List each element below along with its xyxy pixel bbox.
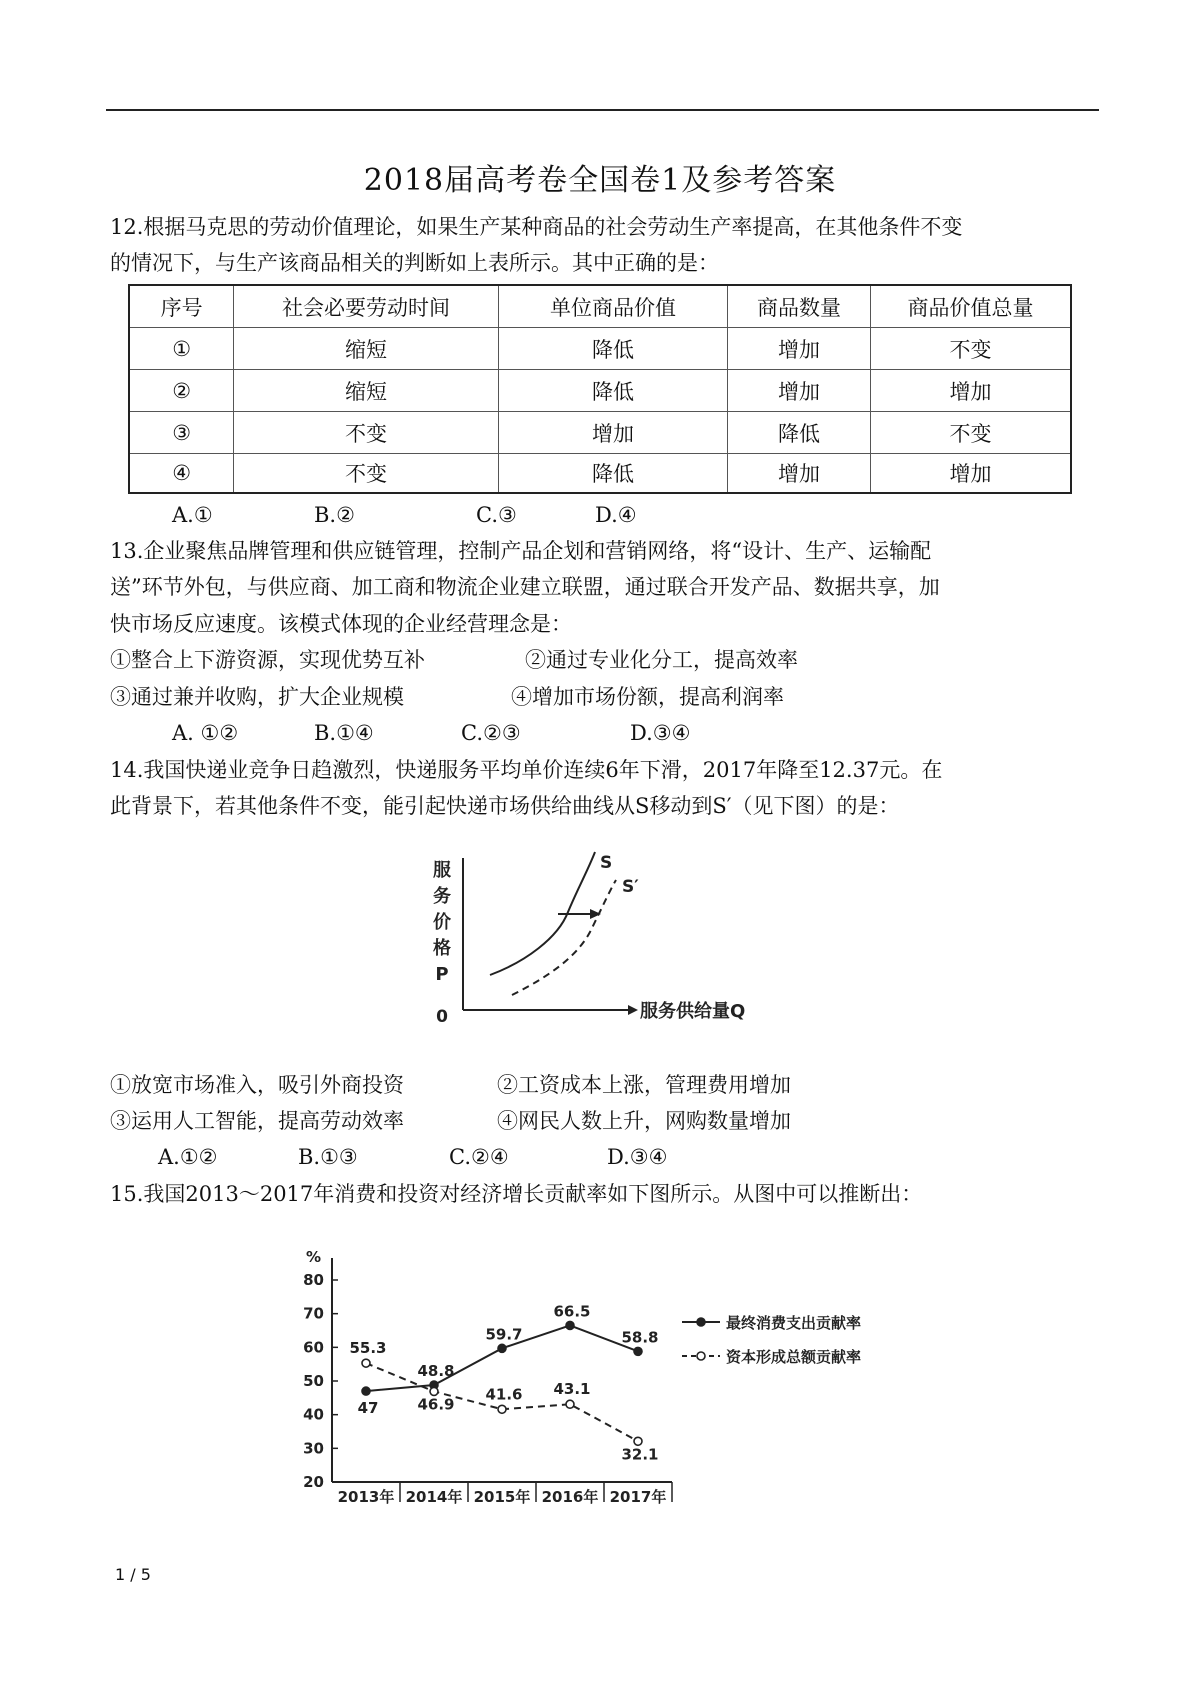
q14-item-3: ③运用人工智能，提高劳动效率 [110,1109,404,1133]
table-header-cell: 商品价值总量 [870,285,1071,328]
q15-stem: 15.我国2013～2017年消费和投资对经济增长贡献率如下图所示。从图中可以推断出： [110,1182,923,1206]
table-row [129,454,1071,494]
origin-label: 0 [436,1007,448,1027]
x-axis-arrow [628,1005,638,1015]
x-tick-label: 2017年 [609,1488,667,1506]
table-cell: 不变 [234,412,498,454]
table-cell: 不变 [234,454,498,494]
x-tick-label: 2015年 [473,1488,531,1506]
option-d: D.④ [595,503,637,527]
y-tick-label: 80 [303,1271,324,1289]
data-label: 32.1 [621,1445,659,1464]
legend-marker [697,1352,705,1360]
table-cell: 增加 [870,454,1071,494]
table-header-cell: 社会必要劳动时间 [234,285,498,328]
q14-item-2: ②工资成本上涨，管理费用增加 [497,1073,791,1097]
table-cell: 降低 [498,454,728,494]
supply-curve-s-prime [512,880,616,995]
legend-label: 资本形成总额贡献率 [726,1348,862,1366]
option-a: A.① [172,503,213,527]
table-cell: 不变 [870,412,1071,454]
table-cell: 降低 [728,412,871,454]
y-tick-label: 50 [303,1372,324,1390]
data-point [498,1344,506,1352]
data-point [430,1387,438,1395]
y-axis-label [433,860,452,985]
data-label: 47 [357,1399,379,1418]
table-cell: ① [129,328,234,370]
x-tick-label: 2016年 [541,1488,599,1506]
table-cell: 缩短 [234,328,498,370]
q13-item-3: ③通过兼并收购，扩大企业规模 [110,685,404,709]
y-label-char: 务 [433,886,451,907]
option-c: C.②③ [461,721,521,745]
data-label: 41.6 [485,1385,523,1404]
data-point [362,1359,370,1367]
y-label-char: 价 [433,912,451,933]
q13-stem-line-2: 送”环节外包，与供应商、加工商和物流企业建立联盟，通过联合开发产品、数据共享，加 [110,575,940,599]
header-rule [106,109,1099,111]
option-a: A. ①② [172,721,239,745]
table-cell: 降低 [498,370,728,412]
shift-arrow-head [590,909,601,919]
table-cell: 增加 [498,412,728,454]
table-header-row [129,285,1071,328]
q12-table [128,284,1072,494]
table-cell: 增加 [870,370,1071,412]
y-label-char: 服 [433,860,451,881]
curve-label-s: S [600,853,613,873]
option-b: B.①③ [298,1145,358,1169]
y-label-char: P [435,964,449,985]
table-cell: ② [129,370,234,412]
option-d: D.③④ [630,721,691,745]
q14-stem-line-1: 14.我国快递业竞争日趋激烈，快递服务平均单价连续6年下滑，2017年降至12.37元。在 [110,758,943,782]
q13-item-4: ④增加市场份额，提高利润率 [511,685,784,709]
data-point [566,1321,574,1329]
table-cell: ④ [129,454,234,494]
q12-stem-line-1: 12.根据马克思的劳动价值理论，如果生产某种商品的社会劳动生产率提高，在其他条件不变 [110,215,963,239]
x-axis-label: 服务供给量Q [640,1001,746,1022]
q13-stem-line-1: 13.企业聚焦品牌管理和供应链管理，控制产品企划和营销网络，将“设计、生产、运输配 [110,539,932,563]
y-unit-label: % [306,1250,322,1266]
table-cell: 增加 [728,454,871,494]
x-tick-label: 2014年 [405,1488,463,1506]
q12-stem-line-2: 的情况下，与生产该商品相关的判断如上表所示。其中正确的是： [110,251,719,275]
option-a: A.①② [158,1145,218,1169]
contribution-rate-chart [290,1250,910,1515]
option-b: B.② [314,503,355,527]
table-row [129,370,1071,412]
data-point [566,1400,574,1408]
data-label: 46.9 [417,1395,455,1414]
supply-curve-figure [430,850,770,1030]
data-label: 55.3 [349,1339,387,1358]
table-cell: 缩短 [234,370,498,412]
y-tick-label: 20 [303,1473,324,1491]
legend-label: 最终消费支出贡献率 [726,1314,862,1332]
q14-item-4: ④网民人数上升，网购数量增加 [497,1109,791,1133]
table-cell: 不变 [870,328,1071,370]
page-title: 2018届高考卷全国卷1及参考答案 [363,163,837,198]
data-label: 59.7 [485,1325,523,1344]
y-tick-label: 60 [303,1338,324,1357]
data-point [362,1387,370,1395]
x-tick-label: 2013年 [337,1488,395,1506]
table-cell: 增加 [728,370,871,412]
table-cell: ③ [129,412,234,454]
data-point [634,1347,642,1355]
table-row [129,328,1071,370]
data-label: 66.5 [553,1302,591,1321]
q14-stem-line-2: 此背景下，若其他条件不变，能引起快递市场供给曲线从S移动到S′（见下图）的是： [110,794,900,818]
q13-item-2: ②通过专业化分工，提高效率 [525,648,798,672]
y-tick-label: 30 [303,1439,324,1458]
data-label: 48.8 [417,1362,455,1381]
table-header-cell: 序号 [129,285,234,328]
option-c: C.③ [476,503,517,527]
y-tick-label: 40 [303,1405,324,1424]
option-b: B.①④ [314,721,374,745]
data-point [634,1437,642,1445]
page-number: 1 / 5 [115,1565,151,1584]
legend-marker [697,1318,705,1326]
option-c: C.②④ [449,1145,509,1169]
table-header-cell: 单位商品价值 [498,285,728,328]
y-label-char: 格 [433,938,451,959]
y-tick-label: 70 [303,1304,324,1323]
table-cell: 增加 [728,328,871,370]
table-header-cell: 商品数量 [728,285,871,328]
q13-item-1: ①整合上下游资源，实现优势互补 [110,648,425,672]
data-label: 58.8 [621,1328,659,1347]
data-label: 43.1 [553,1380,591,1399]
table-cell: 降低 [498,328,728,370]
data-point [498,1405,506,1413]
q14-item-1: ①放宽市场准入，吸引外商投资 [110,1073,404,1097]
q13-stem-line-3: 快市场反应速度。该模式体现的企业经营理念是： [110,612,572,636]
curve-label-s-prime: S′ [622,877,639,897]
option-d: D.③④ [607,1145,668,1169]
table-row [129,412,1071,454]
